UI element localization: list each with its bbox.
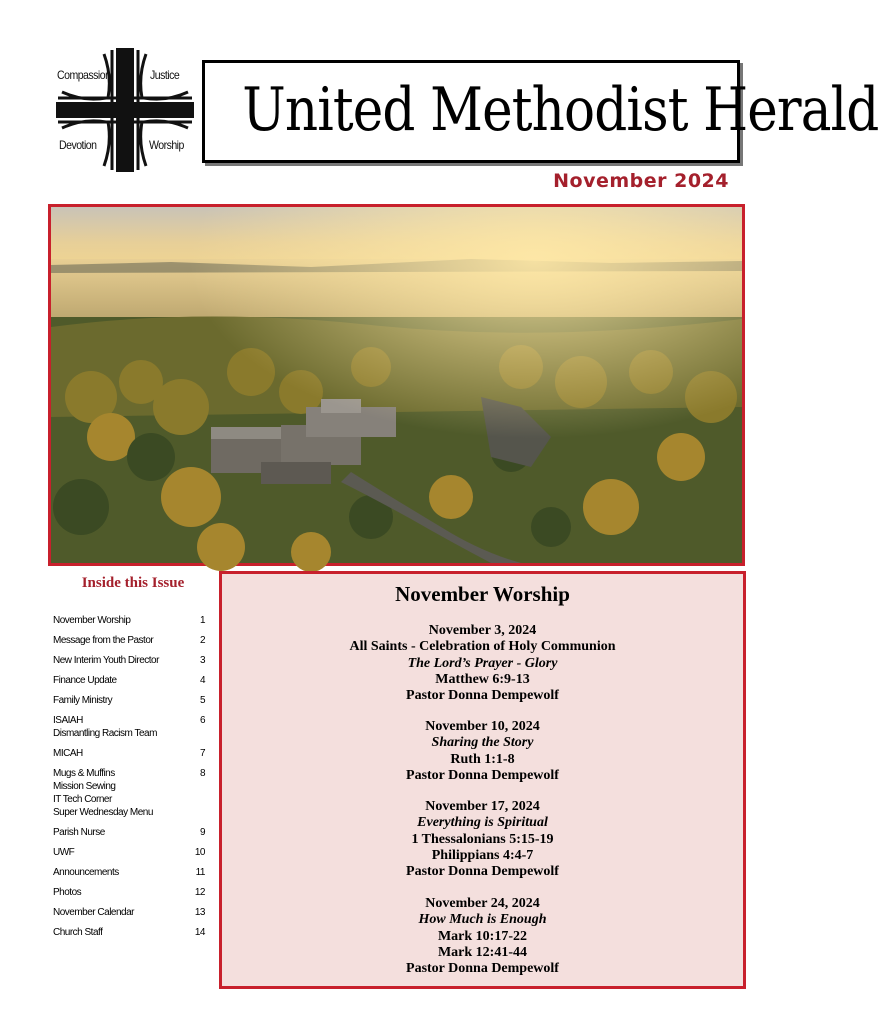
toc-item-page: 11 (195, 867, 205, 878)
toc-item-page: 8 (199, 768, 205, 779)
logo-word-worship: Worship (149, 138, 184, 152)
toc-item-page: 2 (199, 635, 205, 646)
service-line: All Saints - Celebration of Holy Communion (349, 639, 616, 655)
toc-item-title: Parish Nurse (53, 827, 105, 838)
service-line: Mark 12:41-44 (437, 944, 528, 960)
toc-item-title: Message from the Pastor (53, 635, 154, 646)
logo-word-justice: Justice (150, 68, 180, 82)
service-line: November 24, 2024 (425, 896, 540, 911)
worship-heading: November Worship (395, 582, 570, 606)
toc-item-title: Photos (53, 887, 82, 898)
service-line: Pastor Donna Dempewolf (406, 688, 559, 704)
service-line: 1 Thessalonians 5:15-19 (411, 831, 554, 847)
toc-item[interactable] (53, 714, 213, 740)
logo-word-compassion: Compassion (57, 68, 111, 82)
toc-item-title: MICAH (53, 748, 83, 759)
newsletter-title: United Methodist Herald (242, 75, 878, 145)
toc-item-title: Finance Update (53, 675, 117, 686)
service-line: Pastor Donna Dempewolf (406, 767, 559, 783)
toc-item-page: 12 (194, 887, 205, 898)
toc-item[interactable] (53, 614, 213, 627)
toc-item-title: November Calendar (53, 907, 134, 918)
cover-photo (48, 204, 745, 566)
toc-item-title: November Worship (53, 615, 131, 626)
service-line: Philippians 4:4-7 (431, 847, 534, 863)
toc-item-page: 14 (194, 927, 205, 938)
service-line: Pastor Donna Dempewolf (406, 961, 559, 977)
worship-service (222, 623, 743, 704)
service-line: November 17, 2024 (425, 799, 540, 814)
worship-service (222, 896, 743, 977)
service-line: Sharing the Story (431, 735, 534, 751)
toc-item-title: ISAIAH Dismantling Racism Team (53, 715, 157, 739)
worship-service (222, 799, 743, 880)
toc-item[interactable] (53, 654, 213, 667)
toc-item[interactable] (53, 767, 213, 819)
toc-item-page: 7 (199, 748, 205, 759)
toc-item-page: 13 (194, 907, 205, 918)
toc-item-title: Mugs & Muffins Mission Sewing IT Tech Corner Super Wednesday Menu (53, 768, 153, 818)
worship-service (222, 719, 743, 784)
service-line: November 3, 2024 (428, 623, 537, 638)
toc-item[interactable] (53, 634, 213, 647)
toc-heading: Inside this Issue (81, 575, 185, 591)
toc-item-page: 4 (199, 675, 205, 686)
service-line: Pastor Donna Dempewolf (406, 864, 559, 880)
toc-item[interactable] (53, 926, 213, 939)
service-line: Mark 10:17-22 (437, 928, 528, 944)
service-line: Matthew 6:9-13 (435, 671, 530, 687)
toc-item[interactable] (53, 906, 213, 919)
issue-date: November 2024 (553, 170, 729, 192)
toc-item-title: Announcements (53, 867, 119, 878)
toc-item[interactable] (53, 846, 213, 859)
toc-item[interactable] (53, 674, 213, 687)
toc-item-page: 5 (199, 695, 205, 706)
cross-emblem-icon (54, 46, 196, 174)
church-logo (54, 46, 196, 174)
service-line: Ruth 1:1-8 (450, 751, 515, 767)
toc-item[interactable] (53, 866, 213, 879)
service-line: The Lord’s Prayer - Glory (407, 655, 558, 671)
toc-item-title: New Interim Youth Director (53, 655, 159, 666)
november-worship-panel (219, 571, 746, 989)
masthead (202, 60, 878, 163)
toc-item-page: 9 (199, 827, 205, 838)
toc-item-page: 1 (199, 615, 205, 626)
service-line: Everything is Spiritual (417, 815, 548, 831)
toc-item-title: Family Ministry (53, 695, 113, 706)
toc-item-title: Church Staff (53, 927, 103, 938)
toc-item-page: 3 (199, 655, 205, 666)
service-line: November 10, 2024 (425, 719, 540, 734)
toc-item[interactable] (53, 886, 213, 899)
toc-item-title: UWF (53, 847, 75, 858)
toc-item[interactable] (53, 747, 213, 760)
toc-item[interactable] (53, 694, 213, 707)
toc-item-page: 6 (199, 715, 205, 726)
service-line: How Much is Enough (418, 912, 547, 928)
toc-item[interactable] (53, 826, 213, 839)
toc-item-page: 10 (194, 847, 205, 858)
logo-word-devotion: Devotion (59, 138, 97, 152)
